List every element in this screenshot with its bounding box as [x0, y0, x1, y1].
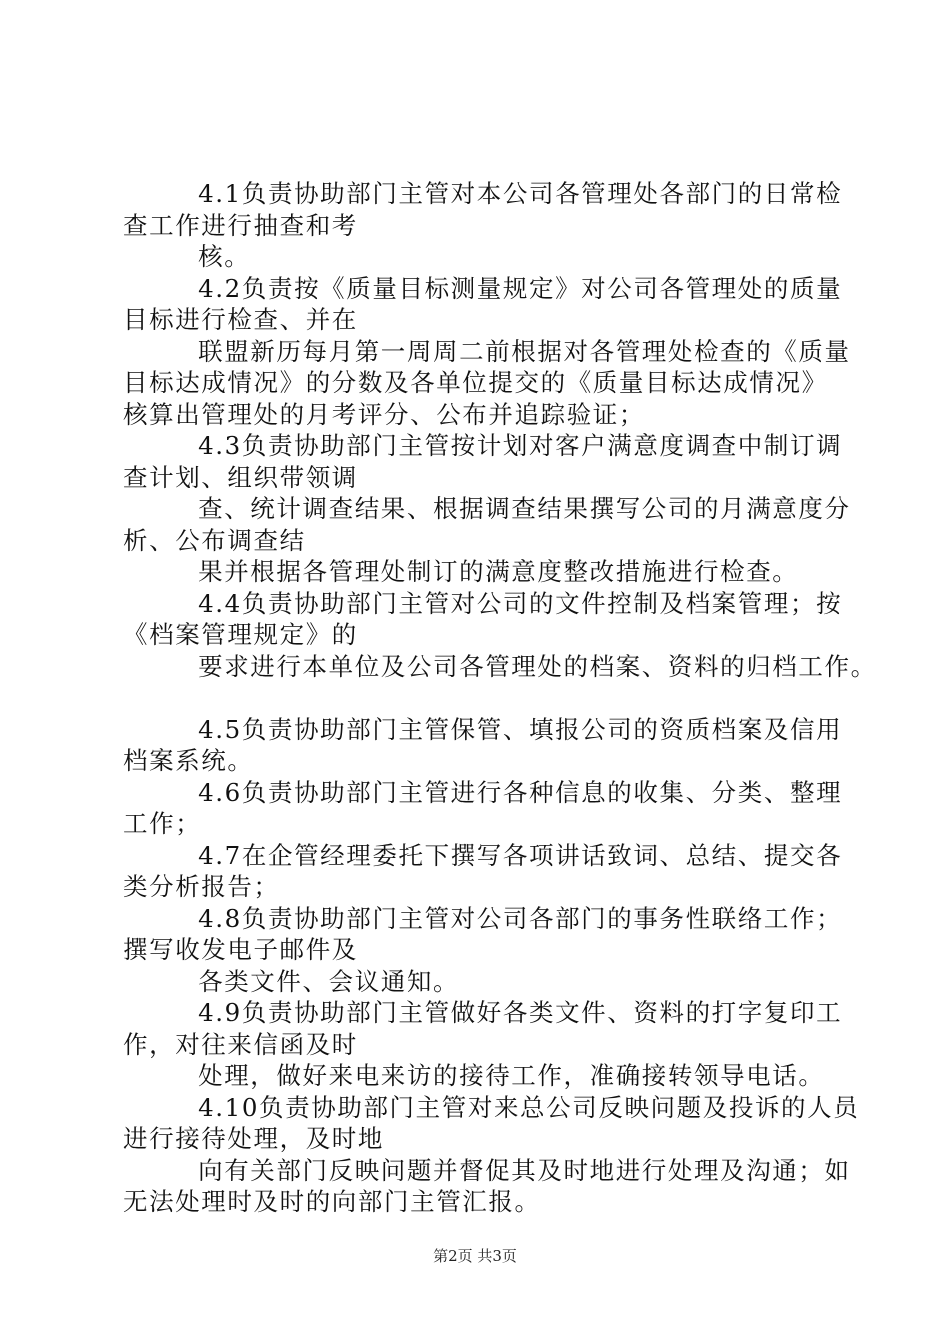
text-line: 查计划、组织带领调 [123, 462, 358, 492]
text-line: 目标进行检查、并在 [123, 305, 358, 334]
text-line: 无法处理时及时的向部门主管汇报。 [123, 1187, 541, 1216]
text-line: 档案系统。 [123, 746, 254, 775]
document-body [123, 178, 877, 1218]
text-line: 撰写收发电子邮件及 [123, 935, 358, 964]
text-line: 目标达成情况》的分数及各单位提交的《质量目标达成情况》 [123, 368, 828, 397]
text-line: 4.7在企管经理委托下撰写各项讲话致词、总结、提交各 [123, 840, 843, 870]
text-line: 查工作进行抽查和考 [123, 210, 358, 240]
text-line: 核算出管理处的月考评分、公布并追踪验证； [123, 399, 645, 429]
text-line: 4.8负责协助部门主管对公司各部门的事务性联络工作； [123, 903, 843, 933]
text-line: 查、统计调查结果、根据调查结果撰写公司的月满意度分 [123, 494, 851, 523]
text-line: 4.4负责协助部门主管对公司的文件控制及档案管理；按 [123, 588, 843, 618]
text-line: 各类文件、会议通知。 [123, 966, 460, 996]
text-line: 析、公布调查结 [123, 525, 306, 555]
text-line: 4.2负责按《质量目标测量规定》对公司各管理处的质量 [123, 273, 843, 303]
text-line: 4.1负责协助部门主管对本公司各管理处各部门的日常检 [123, 179, 843, 208]
text-line: 4.9负责协助部门主管做好各类文件、资料的打字复印工 [123, 998, 843, 1027]
text-line: 类分析报告； [123, 872, 280, 901]
text-line: 4.6负责协助部门主管进行各种信息的收集、分类、整理 [123, 777, 843, 807]
text-line: 联盟新历每月第一周周二前根据对各管理处检查的《质量 [123, 336, 851, 366]
text-line: 进行接待处理，及时地 [123, 1124, 384, 1153]
text-line: 作，对往来信函及时 [123, 1029, 358, 1059]
text-line: 要求进行本单位及公司各管理处的档案、资料的归档工作。 [123, 651, 877, 681]
text-line: 4.5负责协助部门主管保管、填报公司的资质档案及信用 [123, 714, 843, 744]
text-line: 向有关部门反映问题并督促其及时地进行处理及沟通；如 [123, 1155, 851, 1185]
text-line: 核。 [123, 242, 251, 271]
text-line: 4.10负责协助部门主管对来总公司反映问题及投诉的人员 [123, 1092, 860, 1122]
text-line: 工作； [123, 809, 202, 838]
text-line: 《档案管理规定》的 [123, 620, 358, 649]
page-footer: 第2页 共3页 [433, 1247, 517, 1265]
blank-line [123, 682, 833, 714]
text-line: 处理，做好来电来访的接待工作，准确接转领导电话。 [123, 1061, 825, 1090]
text-line: 果并根据各管理处制订的满意度整改措施进行检查。 [123, 557, 799, 586]
text-line: 4.3负责协助部门主管按计划对客户满意度调查中制订调 [123, 431, 843, 460]
